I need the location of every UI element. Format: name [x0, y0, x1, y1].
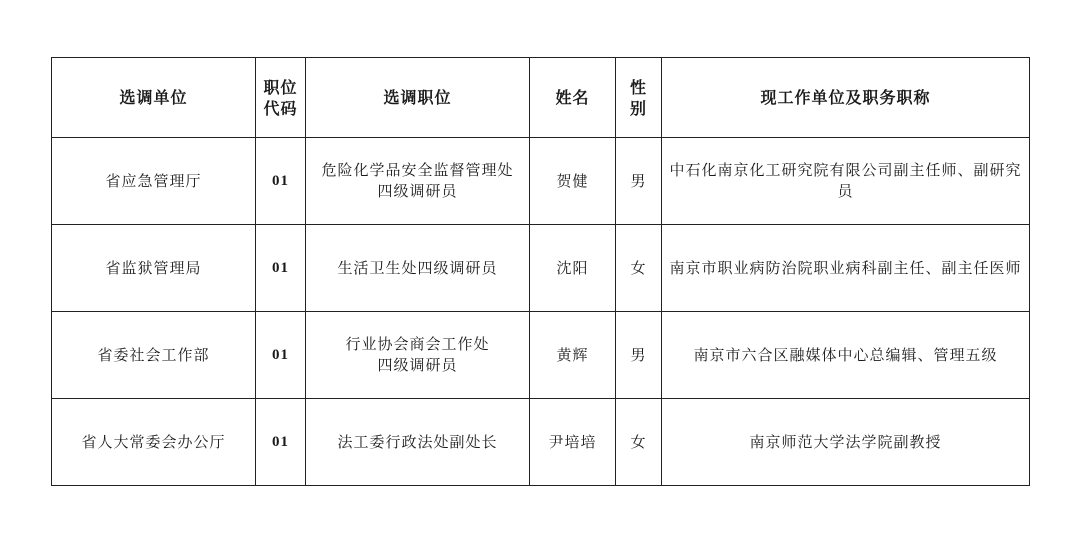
header-unit: 选调单位 — [52, 58, 256, 138]
table-row — [52, 399, 1030, 486]
cell-position-line1: 生活卫生处四级调研员 — [337, 258, 498, 277]
cell-code: 01 — [256, 312, 306, 399]
cell-unit: 省监狱管理局 — [52, 225, 256, 312]
cell-position — [306, 225, 530, 312]
cell-unit: 省人大常委会办公厅 — [52, 399, 256, 486]
cell-position-line2: 四级调研员 — [377, 356, 458, 374]
table-header-row — [52, 58, 1030, 138]
cell-current — [662, 312, 1030, 399]
cell-code: 01 — [256, 399, 306, 486]
header-code-line1: 职位 — [263, 77, 298, 97]
cell-current-text: 南京市六合区融媒体中心总编辑、管理五级 — [693, 345, 998, 364]
cell-position — [306, 312, 530, 399]
header-code-line2: 代码 — [263, 98, 298, 118]
header-current: 现工作单位及职务职称 — [662, 58, 1030, 138]
cell-gender: 男 — [616, 312, 662, 399]
cell-gender: 男 — [616, 138, 662, 225]
cell-code: 01 — [256, 138, 306, 225]
cell-position-line1: 法工委行政法处副处长 — [337, 432, 498, 451]
cell-current-text: 南京师范大学法学院副教授 — [749, 432, 942, 451]
cell-current — [662, 138, 1030, 225]
cell-name: 沈阳 — [530, 225, 616, 312]
header-position: 选调职位 — [306, 58, 530, 138]
cell-name: 尹培培 — [530, 399, 616, 486]
cell-name: 贺健 — [530, 138, 616, 225]
cell-current — [662, 399, 1030, 486]
cell-position — [306, 399, 530, 486]
cell-current-text: 南京市职业病防治院职业病科副主任、副主任医师 — [669, 258, 1022, 277]
cell-position-line1: 危险化学品安全监督管理处 — [321, 161, 514, 179]
header-gender: 性别 — [616, 58, 662, 138]
cell-unit: 省委社会工作部 — [52, 312, 256, 399]
selection-results-table — [51, 57, 1030, 486]
cell-position-line2: 四级调研员 — [377, 182, 458, 200]
header-name: 姓名 — [530, 58, 616, 138]
cell-unit: 省应急管理厅 — [52, 138, 256, 225]
cell-gender: 女 — [616, 399, 662, 486]
table-row — [52, 312, 1030, 399]
cell-current — [662, 225, 1030, 312]
cell-position — [306, 138, 530, 225]
table-row — [52, 138, 1030, 225]
cell-current-text: 中石化南京化工研究院有限公司副主任师、副研究员 — [669, 161, 1022, 200]
cell-name: 黄辉 — [530, 312, 616, 399]
cell-code: 01 — [256, 225, 306, 312]
cell-position-line1: 行业协会商会工作处 — [345, 335, 490, 353]
header-code — [256, 58, 306, 138]
cell-gender: 女 — [616, 225, 662, 312]
table-row — [52, 225, 1030, 312]
